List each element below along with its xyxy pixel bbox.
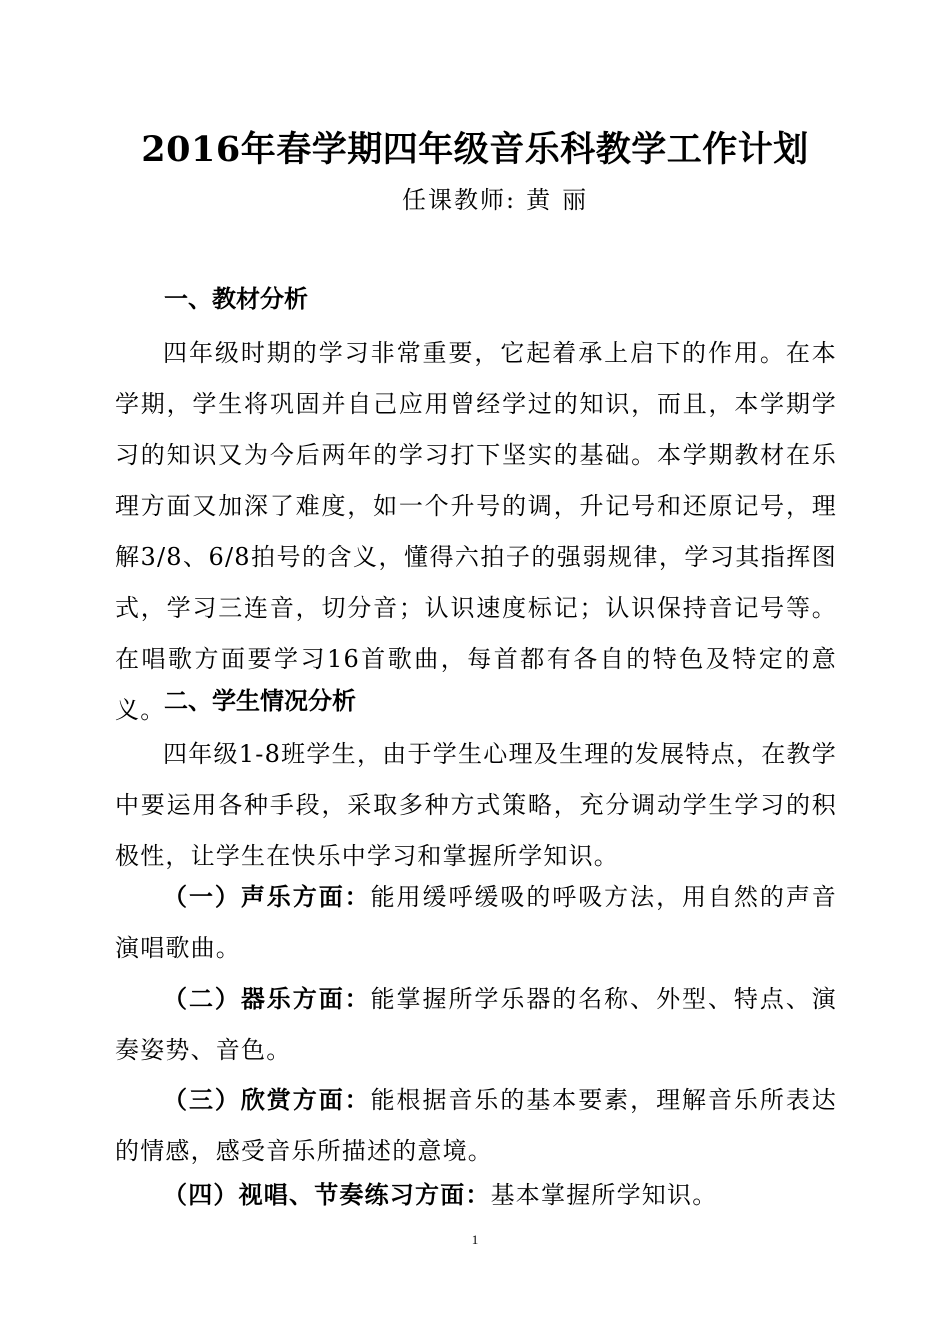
paragraph-materials: 四年级时期的学习非常重要，它起着承上启下的作用。在本学期，学生将巩固并自己应用曾经学过的知识，而且，本学期学习的知识又为今后两年的学习打下坚实的基础。本学期教材在乐理方面又加深了难度，如一个升号的调，升记号和还原记号，理解3/8、6/8拍号的含义，懂得六拍子的强弱规律，学习其指挥图式，学习三连音，切分音；认识速度标记；认识保持音记号等。在唱歌方面要学习16首歌曲，每首都有各自的特色及特定的意义。 — [115, 339, 837, 724]
item-vocal — [115, 872, 837, 974]
item-vocal-label: （一）声乐方面： — [163, 883, 371, 911]
page-number: 1 — [471, 1232, 479, 1247]
item-appreciation — [115, 1075, 837, 1177]
item-instrumental — [115, 974, 837, 1076]
item-sightsinging — [115, 1170, 837, 1221]
item-sightsinging-label: （四）视唱、节奏练习方面： — [163, 1181, 491, 1209]
teacher-name: 黄丽 — [526, 186, 599, 214]
item-instrumental-label: （二）器乐方面： — [163, 985, 371, 1013]
teacher-label: 任课教师: — [402, 186, 517, 214]
item-vocal-text: 能用缓呼缓吸的呼吸方法，用自然的声音演唱歌曲。 — [115, 883, 837, 962]
item-appreciation-text: 能根据音乐的基本要素，理解音乐所表达的情感，感受音乐所描述的意境。 — [115, 1086, 837, 1165]
section-heading-students: 二、学生情况分析 — [164, 687, 356, 715]
paragraph-students: 四年级1-8班学生，由于学生心理及生理的发展特点，在教学中要运用各种手段，采取多种方式策略，充分调动学生学习的积极性，让学生在快乐中学习和掌握所学知识。 — [115, 740, 837, 870]
item-instrumental-text: 能掌握所学乐器的名称、外型、特点、演奏姿势、音色。 — [115, 985, 837, 1064]
teacher-line — [402, 183, 598, 217]
item-appreciation-label: （三）欣赏方面： — [163, 1086, 371, 1114]
document-title: 2016年春学期四年级音乐科教学工作计划 — [141, 129, 809, 170]
section-heading-materials: 一、教材分析 — [164, 285, 308, 313]
item-sightsinging-text: 基本掌握所学知识。 — [490, 1181, 718, 1209]
